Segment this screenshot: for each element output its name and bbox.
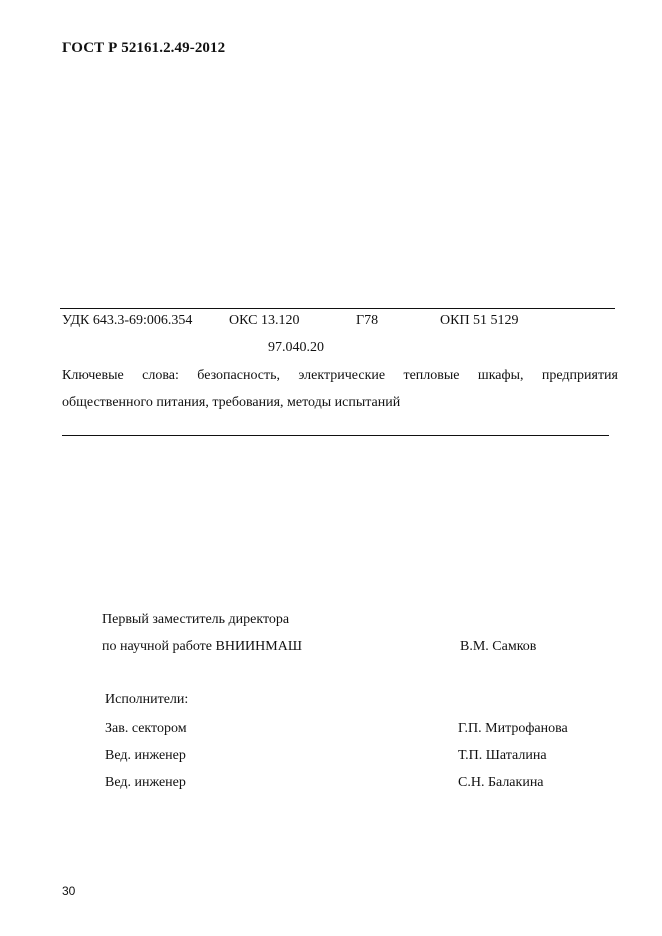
top-divider [60, 308, 615, 309]
director-title-line2: по научной работе ВНИИНМАШ [102, 639, 302, 654]
performer-name: С.Н. Балакина [458, 775, 544, 790]
keywords-paragraph: Ключевые слова: безопасность, электрические тепловые шкафы, предприятия общественного питания, требования, методы испытаний [62, 368, 618, 410]
bottom-divider [62, 435, 609, 436]
performer-role: Вед. инженер [105, 775, 186, 790]
udk-code: УДК 643.3-69:006.354 [62, 313, 193, 328]
performer-name: Г.П. Митрофанова [458, 721, 568, 736]
oks-code: ОКС 13.120 [229, 313, 300, 328]
director-title-line1: Первый заместитель директора [102, 612, 290, 627]
page-number: 30 [62, 884, 76, 898]
director-name: В.М. Самков [460, 639, 537, 654]
performer-role: Зав. сектором [105, 721, 187, 736]
performers-heading: Исполнители: [105, 692, 189, 707]
document-header-code: ГОСТ Р 52161.2.49-2012 [62, 40, 226, 56]
okp-code: ОКП 51 5129 [440, 313, 519, 328]
oks-extra-code: 97.040.20 [268, 340, 324, 355]
performer-role: Вед. инженер [105, 748, 186, 763]
performer-name: Т.П. Шаталина [458, 748, 547, 763]
g-code: Г78 [356, 313, 379, 328]
